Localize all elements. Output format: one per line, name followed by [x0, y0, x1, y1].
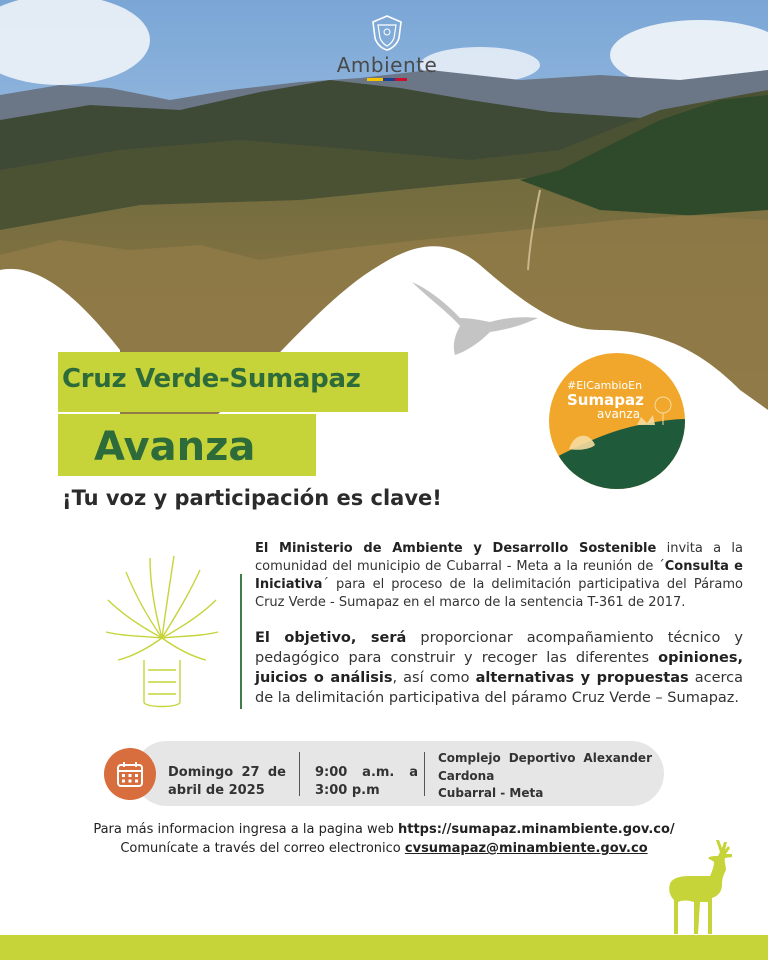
event-place: Complejo Deportivo Alexander Cardona Cubarral - Meta [438, 751, 652, 800]
brand-name: Ambiente [336, 53, 438, 77]
email-link[interactable]: cvsumapaz@minambiente.gov.co [404, 841, 648, 856]
title-banner-2 [58, 414, 316, 476]
coat-of-arms-icon [369, 14, 405, 52]
objective-paragraph: El objetivo, será proporcionar acompañamiento técnico y pedagógico para construir y recoger las diferentes opiniones, juicios o análisis, así como alternativas y propuestas acerca de la delimitación participativa del páramo Cruz Verde – Sumapaz. [255, 630, 743, 706]
badge-place: Sumapaz [567, 391, 644, 409]
title-banner-1 [58, 352, 408, 412]
website-link[interactable]: https://sumapaz.minambiente.gov.co/ [398, 822, 675, 837]
badge-hashtag: #ElCambioEn [567, 379, 643, 392]
tagline: ¡Tu voz y participación es clave! [62, 486, 442, 510]
frailejon-plant-icon [104, 552, 220, 716]
campaign-badge [549, 353, 685, 489]
event-time: 9:00 a.m. a 3:00 p.m [315, 765, 418, 798]
deer-icon [662, 838, 746, 940]
text-divider [240, 574, 242, 709]
ministry-logo [330, 14, 444, 81]
ministry-name: El Ministerio de Ambiente y Desarrollo Sostenible [255, 541, 657, 556]
badge-landscape-icon [549, 353, 685, 489]
web-info-line: Para más informacion ingresa a la pagina web https://sumapaz.minambiente.gov.co/ [93, 822, 675, 837]
title-line-2: Avanza [94, 424, 256, 470]
calendar-badge [104, 748, 156, 800]
bottom-bar [0, 935, 768, 960]
info-separator [424, 752, 425, 796]
flag-stripe [330, 78, 444, 81]
calendar-icon [116, 760, 144, 788]
event-date: Domingo 27 de abril de 2025 [168, 765, 286, 798]
badge-word: avanza [597, 407, 641, 421]
email-info-line: Comunícate a través del correo electronico cvsumapaz@minambiente.gov.co [120, 841, 648, 856]
invitation-paragraph: El Ministerio de Ambiente y Desarrollo Sostenible invita a la comunidad del municipio de Cubarral - Meta a la reunión de ´Consulta e Iniciativa´ para el proceso de la delimitación participativa del Páramo Cruz Verde - Sumapaz en el marco de la sentencia T-361 de 2017. [255, 541, 743, 610]
info-separator [299, 752, 300, 796]
title-line-1: Cruz Verde-Sumapaz [62, 364, 361, 394]
